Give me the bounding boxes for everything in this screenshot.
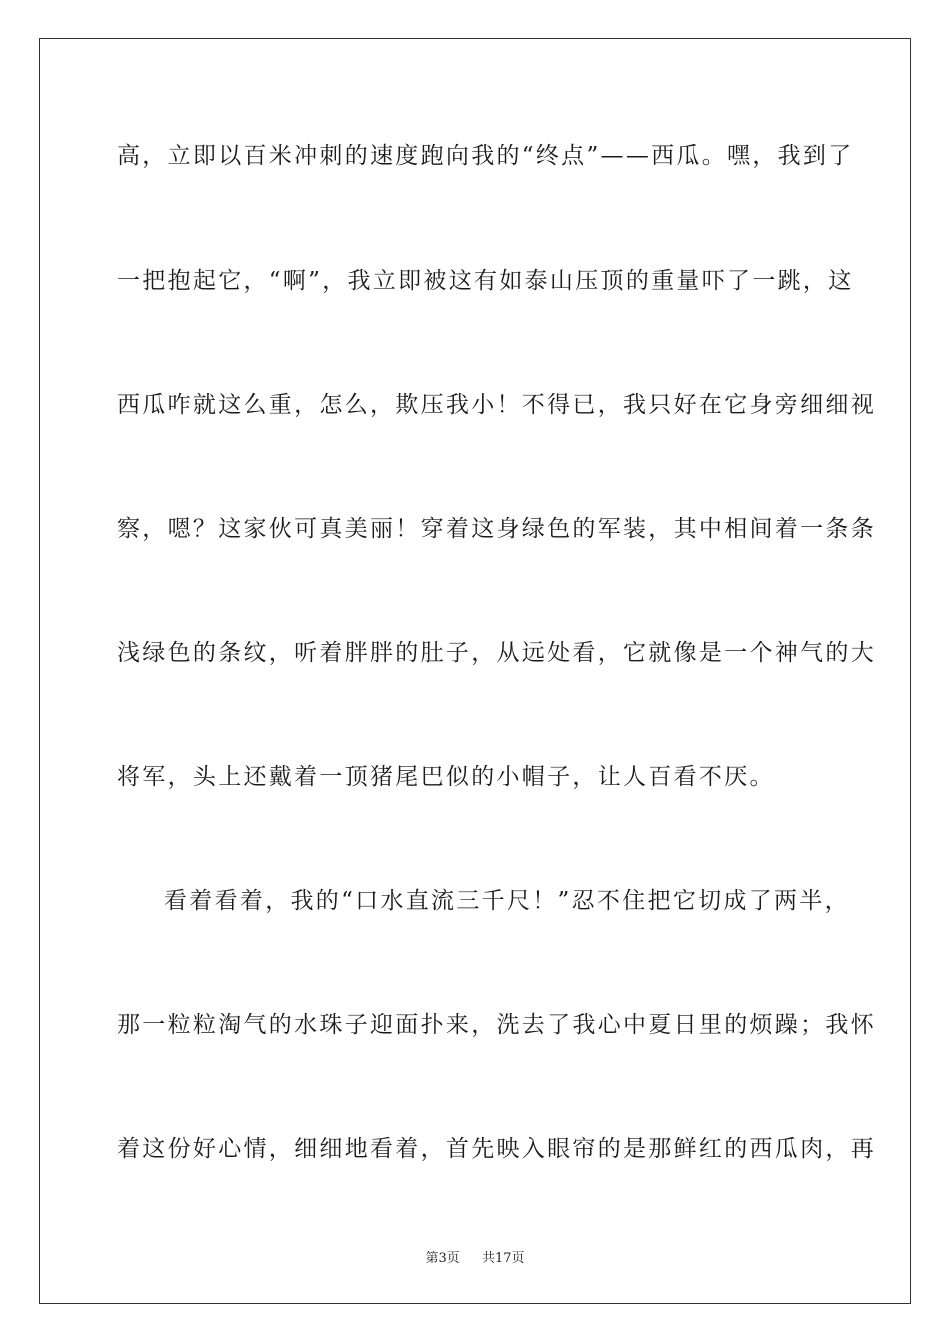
paragraph-line: 高，立即以百米冲刺的速度跑向我的“终点”——西瓜。嘿，我到了 bbox=[117, 143, 854, 169]
page-border bbox=[39, 38, 911, 1304]
page-number: 第3页 bbox=[425, 1251, 460, 1266]
paragraph-line: 着这份好心情，细细地看着，首先映入眼帘的是那鲜红的西瓜肉，再 bbox=[117, 1136, 876, 1162]
paragraph-line: 察，嗯？这家伙可真美丽！穿着这身绿色的军装，其中相间着一条条 bbox=[117, 516, 876, 542]
page-footer bbox=[0, 1247, 950, 1266]
paragraph-line: 那一粒粒淘气的水珠子迎面扑来，洗去了我心中夏日里的烦躁；我怀 bbox=[117, 1012, 876, 1038]
paragraph-line: 一把抱起它，“啊”，我立即被这有如泰山压顶的重量吓了一跳，这 bbox=[117, 268, 854, 294]
paragraph-line: 西瓜咋就这么重，怎么，欺压我小！不得已，我只好在它身旁细细视 bbox=[117, 392, 876, 418]
paragraph-line: 将军，头上还戴着一顶猪尾巴似的小帽子，让人百看不厌。 bbox=[117, 764, 775, 790]
paragraph-line: 浅绿色的条纹，听着胖胖的肚子，从远处看，它就像是一个神气的大 bbox=[117, 640, 876, 666]
page-total: 共17页 bbox=[482, 1251, 525, 1266]
paragraph-line: 看着看着，我的“口水直流三千尺！”忍不住把它切成了两半， bbox=[164, 888, 850, 914]
